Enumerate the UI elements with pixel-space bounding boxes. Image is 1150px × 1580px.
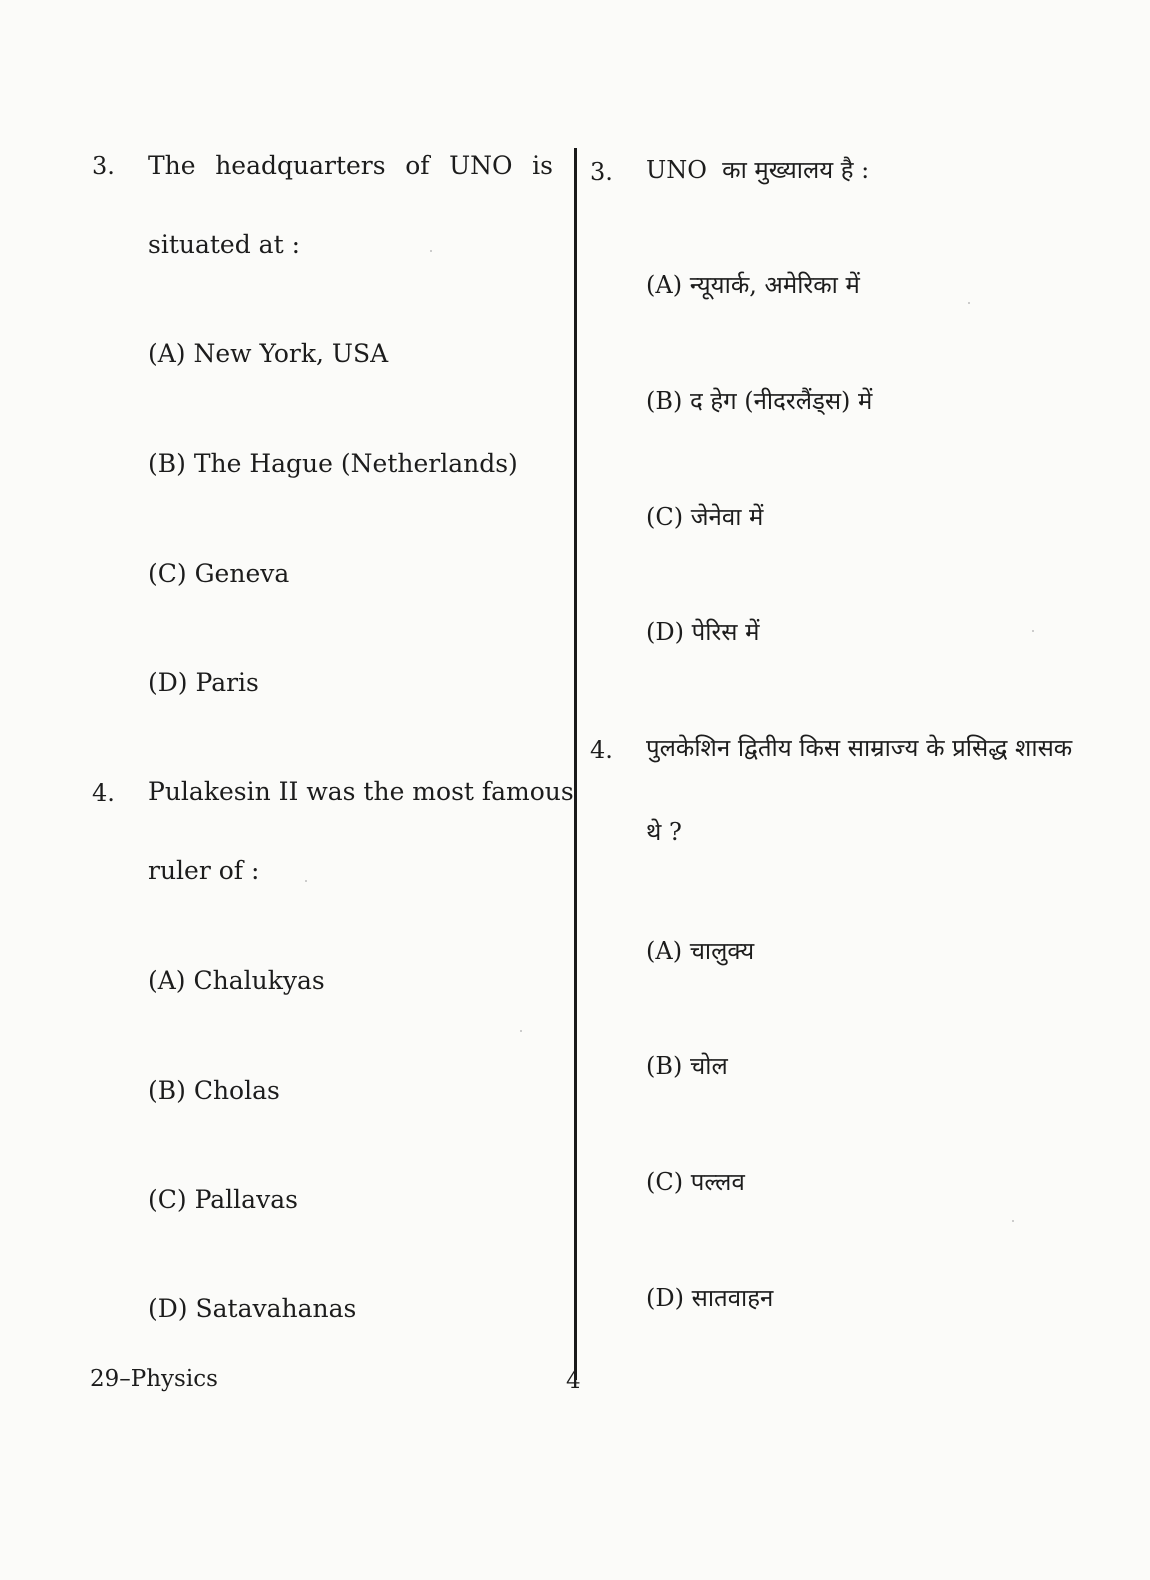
- q3-word: The: [148, 151, 196, 180]
- q3-word: headquarters: [215, 151, 386, 180]
- question-3-stem-line2: situated at :: [148, 230, 300, 259]
- footer-subject-code: 29–Physics: [90, 1366, 218, 1392]
- question-3-number: 3.: [92, 152, 115, 180]
- hindi-question-3-stem: UNO का मुख्यालय है :: [646, 156, 870, 184]
- hindi-q4-option-b: (B) चोल: [646, 1052, 728, 1080]
- hindi-question-4-stem-line2: थे ?: [646, 818, 682, 846]
- scan-speck: [968, 302, 970, 304]
- hindi-q3-option-b: (B) द हेग (नीदरलैंड्स) में: [646, 387, 873, 415]
- q3-option-a: (A) New York, USA: [148, 339, 389, 368]
- column-divider: [574, 148, 577, 1380]
- scan-speck: [1012, 1220, 1014, 1222]
- scan-speck: [430, 250, 432, 252]
- hindi-question-3-number: 3.: [590, 158, 613, 186]
- hindi-q3-option-c: (C) जेनेवा में: [646, 503, 764, 531]
- q4-option-d: (D) Satavahanas: [148, 1294, 357, 1323]
- hindi-question-4-number: 4.: [590, 736, 613, 764]
- q3-word: of: [405, 151, 430, 180]
- question-4-number: 4.: [92, 779, 115, 807]
- scan-speck: [1032, 630, 1034, 632]
- scan-speck: [305, 880, 307, 882]
- hindi-q3-option-a: (A) न्यूयार्क, अमेरिका में: [646, 271, 860, 299]
- hindi-question-4-stem-line1: पुलकेशिन द्वितीय किस साम्राज्य के प्रसिद्ध शासक: [646, 734, 1073, 762]
- q4-option-a: (A) Chalukyas: [148, 966, 325, 995]
- question-4-stem-line2: ruler of :: [148, 856, 260, 885]
- hindi-q4-option-d: (D) सातवाहन: [646, 1284, 774, 1312]
- hindi-q4-option-a: (A) चालुक्य: [646, 937, 755, 965]
- question-3-stem-line1: [148, 153, 553, 178]
- hindi-q3-option-d: (D) पेरिस में: [646, 618, 760, 646]
- hindi-q4-option-c: (C) पल्लव: [646, 1168, 745, 1196]
- q3-word: UNO: [449, 151, 513, 180]
- question-4-stem-line1: Pulakesin II was the most famous: [148, 777, 574, 806]
- q3-option-d: (D) Paris: [148, 668, 259, 697]
- q3-option-b: (B) The Hague (Netherlands): [148, 449, 518, 478]
- page-number: 4: [566, 1368, 581, 1394]
- q4-option-c: (C) Pallavas: [148, 1185, 298, 1214]
- q3-word: is: [532, 151, 553, 180]
- scan-speck: [520, 1030, 522, 1032]
- q3-option-c: (C) Geneva: [148, 559, 290, 588]
- q4-option-b: (B) Cholas: [148, 1076, 280, 1105]
